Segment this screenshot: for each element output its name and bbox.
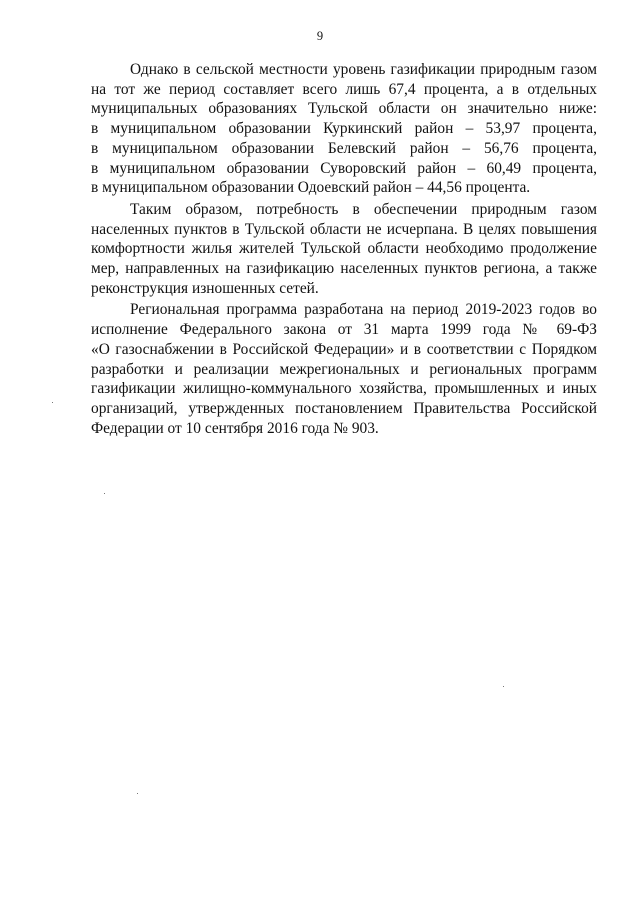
text-line: организаций, утвержденных постановлением Правительства Российской <box>91 399 597 417</box>
scan-speck <box>104 493 105 494</box>
text-line: «О газоснабжении в Российской Федерации» и в соответствии с Порядком <box>91 340 597 358</box>
scan-speck <box>503 686 504 687</box>
text-line: населенных пунктов в Тульской области не исчерпана. В целях повышения <box>91 220 597 238</box>
scan-speck <box>52 402 53 403</box>
paragraph-rural-gasification <box>91 60 597 198</box>
document-body <box>91 60 597 438</box>
text-line: Региональная программа разработана на период 2019-2023 годов во <box>130 301 597 319</box>
text-line: в муниципальном образовании Одоевский район – 44,56 процента. <box>91 179 531 197</box>
paragraph-gas-demand <box>91 200 597 299</box>
text-line: Таким образом, потребность в обеспечении природным газом <box>130 200 597 218</box>
page-number: 9 <box>316 29 324 43</box>
text-line: муниципальных образованиях Тульской области он значительно ниже: <box>91 100 597 118</box>
paragraph-regional-program <box>91 300 597 438</box>
text-line: в муниципальном образовании Суворовский район – 60,49 процента, <box>91 159 597 177</box>
text-line: на тот же период составляет всего лишь 67,4 процента, а в отдельных <box>91 80 597 98</box>
text-line: мер, направленных на газификацию населенных пунктов региона, а также <box>91 260 597 278</box>
text-line: газификации жилищно-коммунального хозяйства, промышленных и иных <box>91 380 597 398</box>
text-line: реконструкция изношенных сетей. <box>91 279 319 297</box>
text-line: Федерации от 10 сентября 2016 года № 903. <box>91 419 379 437</box>
text-line: исполнение Федерального закона от 31 марта 1999 года № 69-ФЗ <box>91 321 597 339</box>
text-line: разработки и реализации межрегиональных и региональных программ <box>91 360 597 378</box>
text-line: в муниципальном образовании Белевский район – 56,76 процента, <box>91 139 597 157</box>
text-line: комфортности жилья жителей Тульской области необходимо продолжение <box>91 240 597 258</box>
scan-speck <box>137 793 138 794</box>
text-line: в муниципальном образовании Куркинский район – 53,97 процента, <box>91 120 597 138</box>
text-line: Однако в сельской местности уровень газификации природным газом <box>130 61 597 78</box>
